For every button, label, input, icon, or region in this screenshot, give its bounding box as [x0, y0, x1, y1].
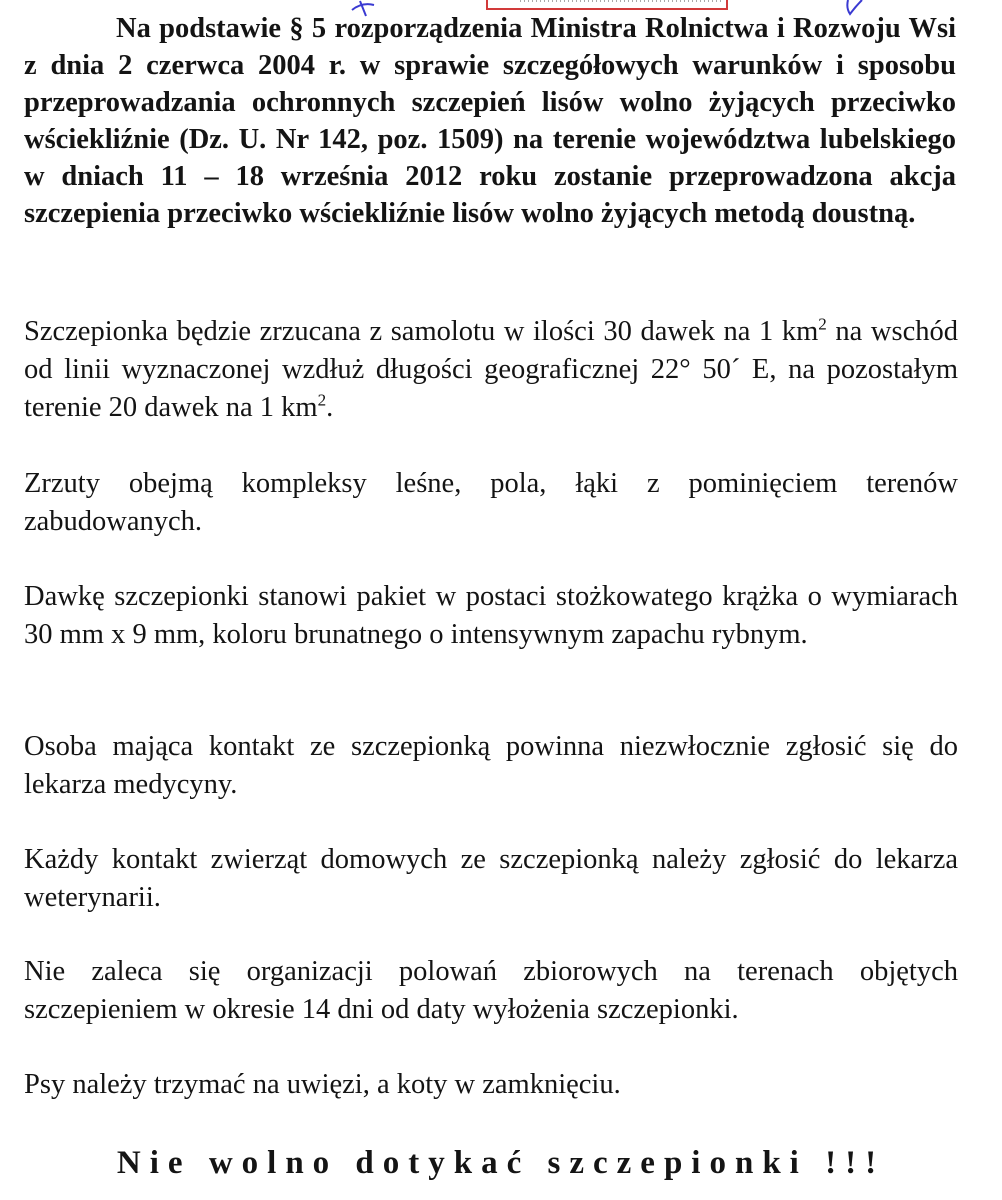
pets-restraint-paragraph: Psy należy trzymać na uwięzi, a koty w zamknięciu. [24, 1069, 621, 1100]
pet-contact-paragraph: Każdy kontakt zwierząt domowych ze szczepionką należy zgłosić do lekarza weterynarii. [24, 844, 958, 913]
warning-heading: Nie wolno dotykać szczepionki !!! [116, 1145, 886, 1181]
hunting-recommendation-paragraph: Nie zaleca się organizacji polowań zbiorowych na terenach objętych szczepieniem w okresie 14 dni od daty wyłożenia szczepionki. [24, 956, 958, 1025]
drop-areas-paragraph: Zrzuty obejmą kompleksy leśne, pola, łąki z pominięciem terenów zabudowanych. [24, 468, 958, 537]
superscript-2-first: 2 [818, 314, 827, 334]
intro-paragraph: Na podstawie § 5 rozporządzenia Ministra Rolnictwa i Rozwoju Wsi z dnia 2 czerwca 2004 r. w sprawie szczegółowych warunków i sposobu przeprowadzania ochronnych szczepień lisów wolno żyjących przeciwko wściekliźnie (Dz. U. Nr 142, poz. 1509) na terenie województwa lubelskiego w dniach 11 – 18 września 2012 roku zostanie przeprowadzona akcja szczepienia przeciwko wściekliźnie lisów wolno żyjących metodą doustną. [24, 13, 956, 229]
stamp-frame [487, 0, 727, 9]
vaccine-drop-text-2: na wschód od linii wyznaczonej wzdłuż długości geograficznej 22° 50´ E, na pozostałym terenie 20 dawek na 1 km [24, 316, 958, 423]
vaccine-drop-text-end: . [326, 392, 334, 423]
vaccine-drop-paragraph [24, 313, 958, 427]
human-contact-paragraph: Osoba mająca kontakt ze szczepionką powinna niezwłocznie zgłosić się do lekarza medycyny. [24, 731, 958, 800]
vaccine-drop-text-1: Szczepionka będzie zrzucana z samolotu w ilości 30 dawek na 1 km [24, 316, 819, 347]
superscript-2-second: 2 [317, 390, 327, 410]
vaccine-description-paragraph: Dawkę szczepionki stanowi pakiet w postaci stożkowatego krążka o wymiarach 30 mm x 9 mm, koloru brunatnego o intensywnym zapachu rybnym. [24, 581, 958, 650]
